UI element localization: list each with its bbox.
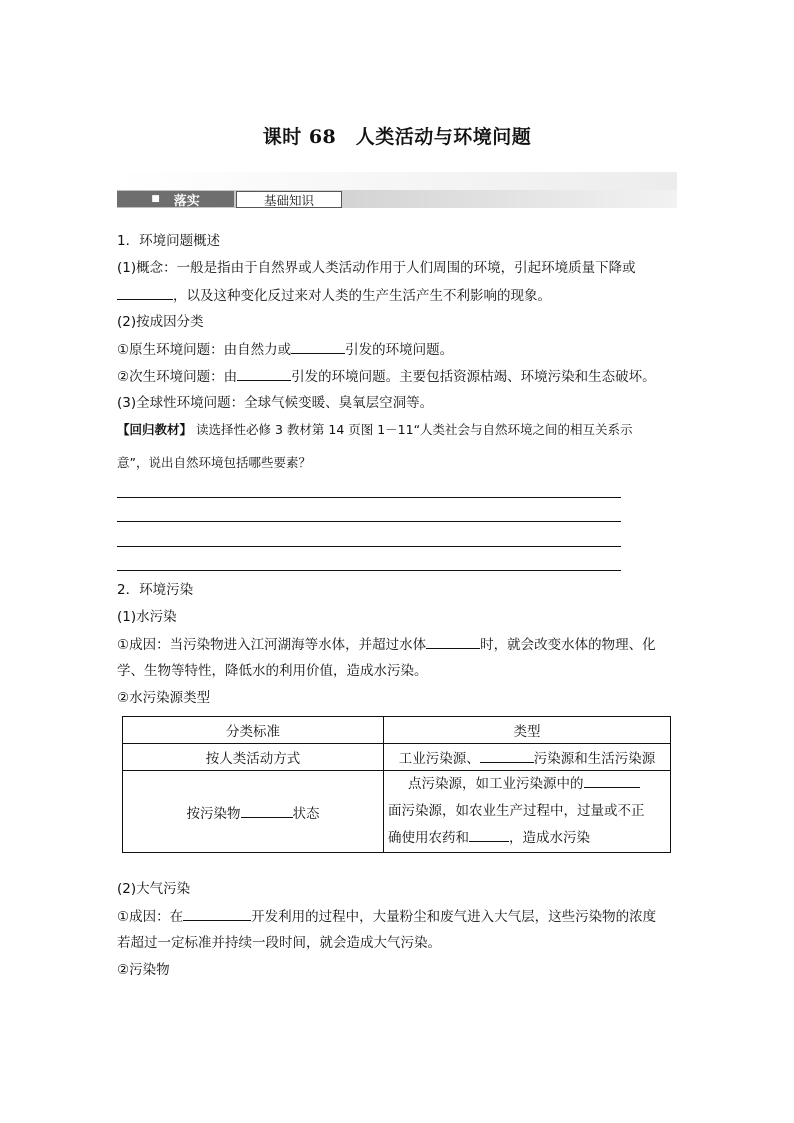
water-heading: (1)水污染 bbox=[117, 609, 177, 625]
answer-line-1[interactable] bbox=[117, 497, 621, 498]
air-cause-line-1 bbox=[117, 906, 656, 927]
cell-line: 面污染源，如农业生产过程中，过量或不正 bbox=[388, 803, 645, 819]
cell-line bbox=[388, 825, 666, 852]
water-pollution-source-table bbox=[122, 716, 671, 853]
secondary-problem-line bbox=[117, 366, 656, 387]
fill-blank[interactable] bbox=[241, 803, 293, 818]
air-cause-text-b: 开发利用的过程中，大量粉尘和废气进入大气层，这些污染物的浓度 bbox=[251, 909, 657, 925]
concept-line-1: (1)概念：一般是指由于自然界或人类活动作用于人们周围的环境，引起环境质量下降或 bbox=[117, 260, 636, 276]
table-header-cell: 分类标准 bbox=[123, 717, 384, 744]
table-cell bbox=[384, 744, 671, 771]
pollutants-heading: ②污染物 bbox=[117, 962, 170, 978]
concept-text: ，以及这种变化反过来对人类的生产生活产生不利影响的现象。 bbox=[173, 288, 551, 304]
section-2-heading: 2．环境污染 bbox=[117, 582, 194, 598]
fill-blank[interactable] bbox=[183, 906, 251, 921]
cell-line bbox=[388, 771, 666, 798]
cell-text: 确使用农药和 bbox=[388, 830, 469, 846]
air-cause-line-2: 若超过一定标准并持续一段时间，就会造成大气污染。 bbox=[117, 935, 441, 951]
table-row bbox=[123, 771, 671, 853]
water-cause-line-2: 学、生物等特性，降低水的利用价值，造成水污染。 bbox=[117, 663, 428, 679]
water-cause-text-b: 时，就会改变水体的物理、化 bbox=[480, 637, 656, 653]
secondary-text-b: 引发的环境问题。主要包括资源枯竭、环境污染和生态破坏。 bbox=[291, 369, 656, 385]
textbook-tag: 【回归教材】 bbox=[117, 422, 193, 437]
secondary-text-a: ②次生环境问题：由 bbox=[117, 369, 238, 385]
fill-blank[interactable] bbox=[584, 773, 640, 788]
table-header-row bbox=[123, 717, 671, 744]
page-title: 课时 68 人类活动与环境问题 bbox=[262, 126, 532, 148]
cell-text: 按污染物 bbox=[186, 805, 241, 822]
cell-text: ，造成水污染 bbox=[509, 830, 590, 846]
cell-text: 点污染源，如工业污染源中的 bbox=[408, 776, 584, 792]
textbook-line-2: 意”，说出自然环境包括哪些要素？ bbox=[117, 455, 311, 470]
square-bullet-icon: ■ bbox=[151, 194, 160, 204]
air-heading: (2)大气污染 bbox=[117, 881, 191, 897]
water-cause-line-1 bbox=[117, 634, 656, 655]
table-cell: 按人类活动方式 bbox=[123, 744, 384, 771]
banner-tag bbox=[117, 191, 234, 207]
global-problem-line: (3)全球性环境问题：全球气候变暖、臭氧层空洞等。 bbox=[117, 395, 434, 411]
answer-line-2[interactable] bbox=[117, 521, 621, 522]
textbook-text-a: 读选择性必修 3 教材第 14 页图 1－11“人类社会与自然环境之间的相互关系示 bbox=[196, 422, 633, 437]
fill-blank[interactable] bbox=[291, 339, 345, 354]
cell-text: 状态 bbox=[292, 805, 320, 822]
banner-tag-label: 落实 bbox=[173, 193, 200, 209]
primary-problem-line bbox=[117, 339, 453, 360]
section-1-heading: 1．环境问题概述 bbox=[117, 233, 221, 249]
primary-text-b: 引发的环境问题。 bbox=[345, 342, 454, 358]
cell-text: 污染源和生活污染源 bbox=[533, 751, 656, 767]
fill-blank[interactable] bbox=[480, 748, 534, 763]
table-row bbox=[123, 744, 671, 771]
fill-blank[interactable] bbox=[426, 634, 480, 649]
water-cause-text-a: ①成因：当污染物进入江河湖海等水体，并超过水体 bbox=[117, 637, 427, 653]
cause-heading: (2)按成因分类 bbox=[117, 314, 204, 330]
banner-shade bbox=[117, 172, 677, 190]
fill-blank[interactable] bbox=[469, 827, 509, 842]
water-type-heading: ②水污染源类型 bbox=[117, 690, 211, 706]
fill-blank[interactable] bbox=[117, 285, 173, 300]
banner-subtitle: 基础知识 bbox=[236, 191, 342, 208]
concept-line-2 bbox=[117, 285, 551, 306]
table-cell bbox=[384, 771, 671, 853]
textbook-line-1 bbox=[117, 420, 633, 440]
primary-text-a: ①原生环境问题：由自然力或 bbox=[117, 342, 292, 358]
air-cause-text-a: ①成因：在 bbox=[117, 909, 184, 925]
table-cell bbox=[123, 771, 384, 853]
answer-line-4[interactable] bbox=[117, 570, 621, 571]
answer-line-3[interactable] bbox=[117, 546, 621, 547]
cell-text: 工业污染源、 bbox=[398, 751, 480, 767]
table-header-cell: 类型 bbox=[384, 717, 671, 744]
fill-blank[interactable] bbox=[237, 366, 291, 381]
